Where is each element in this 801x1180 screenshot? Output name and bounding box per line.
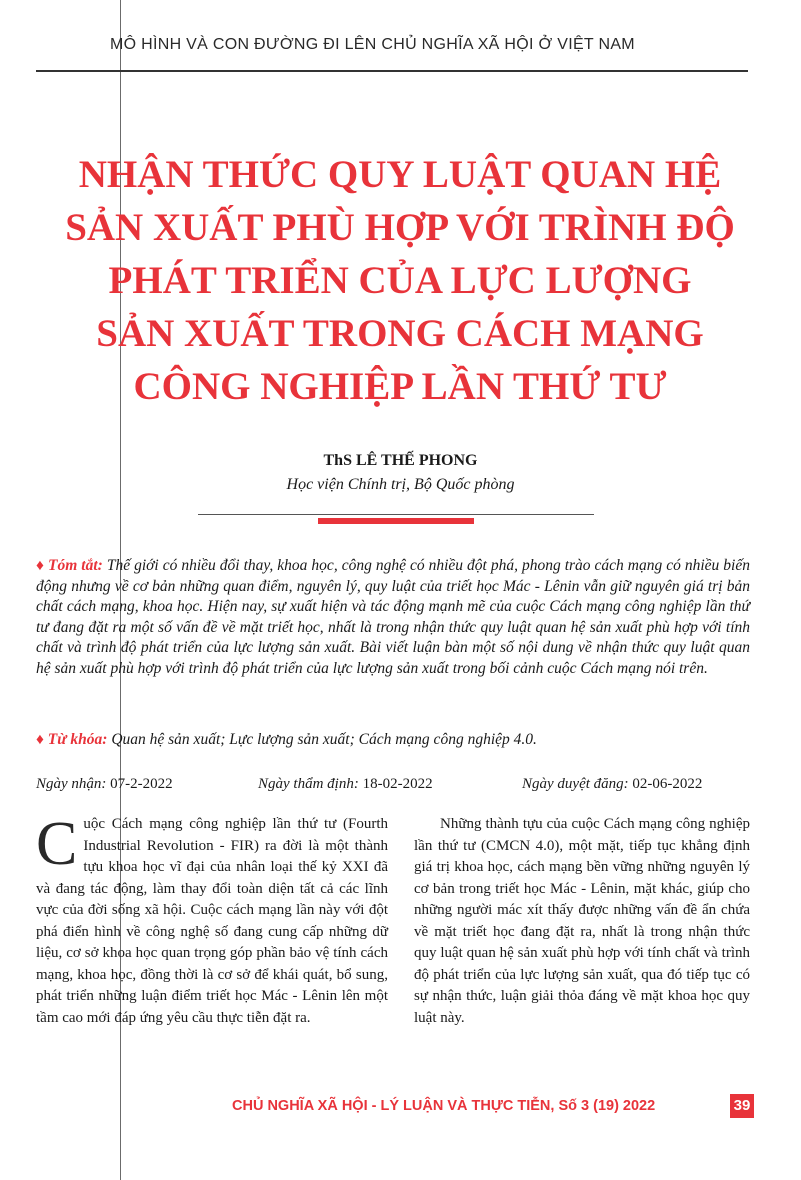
date-received-value: 07-2-2022 <box>106 776 173 792</box>
date-reviewed <box>258 776 433 793</box>
body-left-text: uộc Cách mạng công nghiệp lần thứ tư (Fourth Industrial Revolution - FIR) ra đời là một thành tựu khoa học vĩ đại của nhân loại thế kỷ XXI đã và đang tác động, làm thay đổi toàn diện tất cả các lĩnh vực của đời sống xã hội. Cuộc cách mạng lần này với đột phá điển hình về công nghệ số đang cung cấp những dữ liệu, cơ sở khoa học quan trọng góp phần bảo vệ tính cách mạng, khoa học, đồng thời là cơ sở để khái quát, bổ sung, phát triển những luận điểm triết học Mác - Lênin lên một tầm cao mới đáp ứng yêu cầu thực tiễn đặt ra. <box>36 816 388 1026</box>
date-received <box>36 776 173 793</box>
title-line: SẢN XUẤT TRONG CÁCH MẠNG <box>96 312 704 355</box>
title-line: NHẬN THỨC QUY LUẬT QUAN HỆ <box>78 153 722 196</box>
body-column-left <box>36 810 388 1029</box>
date-approved <box>522 776 702 793</box>
abstract <box>36 556 750 680</box>
title-line: CÔNG NGHIỆP LẦN THỨ TƯ <box>133 365 667 408</box>
date-reviewed-value: 18-02-2022 <box>358 776 433 792</box>
footer-issue: Số 3 (19) 2022 <box>554 1098 656 1114</box>
running-head: MÔ HÌNH VÀ CON ĐƯỜNG ĐI LÊN CHỦ NGHĨA XÃ HỘI Ở VIỆT NAM <box>110 36 635 53</box>
header-rule <box>36 70 748 72</box>
author-name: ThS LÊ THẾ PHONG <box>323 452 478 469</box>
abstract-text: Thế giới có nhiều đổi thay, khoa học, công nghệ có nhiều đột phá, phong trào cách mạng có nhiều biến động nhưng về cơ bản những quan điểm, nguyên lý, quy luật của triết học Mác - Lênin vẫn giữ nguyên giá trị bản chất cách mạng, khoa học. Hiện nay, sự xuất hiện và tác động mạnh mẽ của cuộc Cách mạng công nghiệp lần thứ tư đang đặt ra một số vấn đề về mặt triết học, nhất là trong nhận thức quy luật quan hệ sản xuất phù hợp với tính chất và trình độ phát triển của lực lượng sản xuất. Bài viết luận bàn một số nội dung về nhận thức quy luật quan hệ sản xuất phù hợp với trình độ phát triển của lực lượng sản xuất trong bối cảnh cuộc Cách mạng nói trên. <box>36 557 750 677</box>
title-line: PHÁT TRIỂN CỦA LỰC LƯỢNG <box>108 259 692 302</box>
date-reviewed-label: Ngày thẩm định: <box>258 776 359 792</box>
date-received-label: Ngày nhận: <box>36 776 107 792</box>
abstract-label: ♦ Tóm tắt: <box>36 557 103 574</box>
separator-line <box>198 514 594 515</box>
separator-bar <box>318 518 474 524</box>
drop-cap: C <box>36 810 78 878</box>
keywords-text: Quan hệ sản xuất; Lực lượng sản xuất; Cách mạng công nghiệp 4.0. <box>107 731 537 748</box>
footer-journal: CHỦ NGHĨA XÃ HỘI - LÝ LUẬN VÀ THỰC TIỄN, <box>232 1098 555 1114</box>
date-approved-value: 02-06-2022 <box>628 776 703 792</box>
author-affiliation: Học viện Chính trị, Bộ Quốc phòng <box>286 476 515 493</box>
keywords-label: ♦ Từ khóa: <box>36 731 108 748</box>
date-approved-label: Ngày duyệt đăng: <box>522 776 629 792</box>
footer <box>232 1098 655 1114</box>
body-column-right: Những thành tựu của cuộc Cách mạng công nghiệp lần thứ tư (CMCN 4.0), một mặt, tiếp tục khẳng định giá trị khoa học, cách mạng bền vững những nguyên lý cơ bản trong triết học Mác - Lênin, mặt khác, giúp cho những người mác xít thấy được những vấn đề ẩn chứa về mặt triết học đang đặt ra, nhất là trong nhận thức quy luật quan hệ sản xuất phù hợp với tính chất và trình độ phát triển của lực lượng sản xuất, qua đó tiếp tục có sự nhận thức, luận giải thỏa đáng về mặt khoa học quy luật này. <box>414 816 750 1026</box>
page-number: 39 <box>730 1094 754 1118</box>
title-line: SẢN XUẤT PHÙ HỢP VỚI TRÌNH ĐỘ <box>65 206 735 249</box>
keywords <box>36 731 750 749</box>
article-title <box>30 148 770 413</box>
